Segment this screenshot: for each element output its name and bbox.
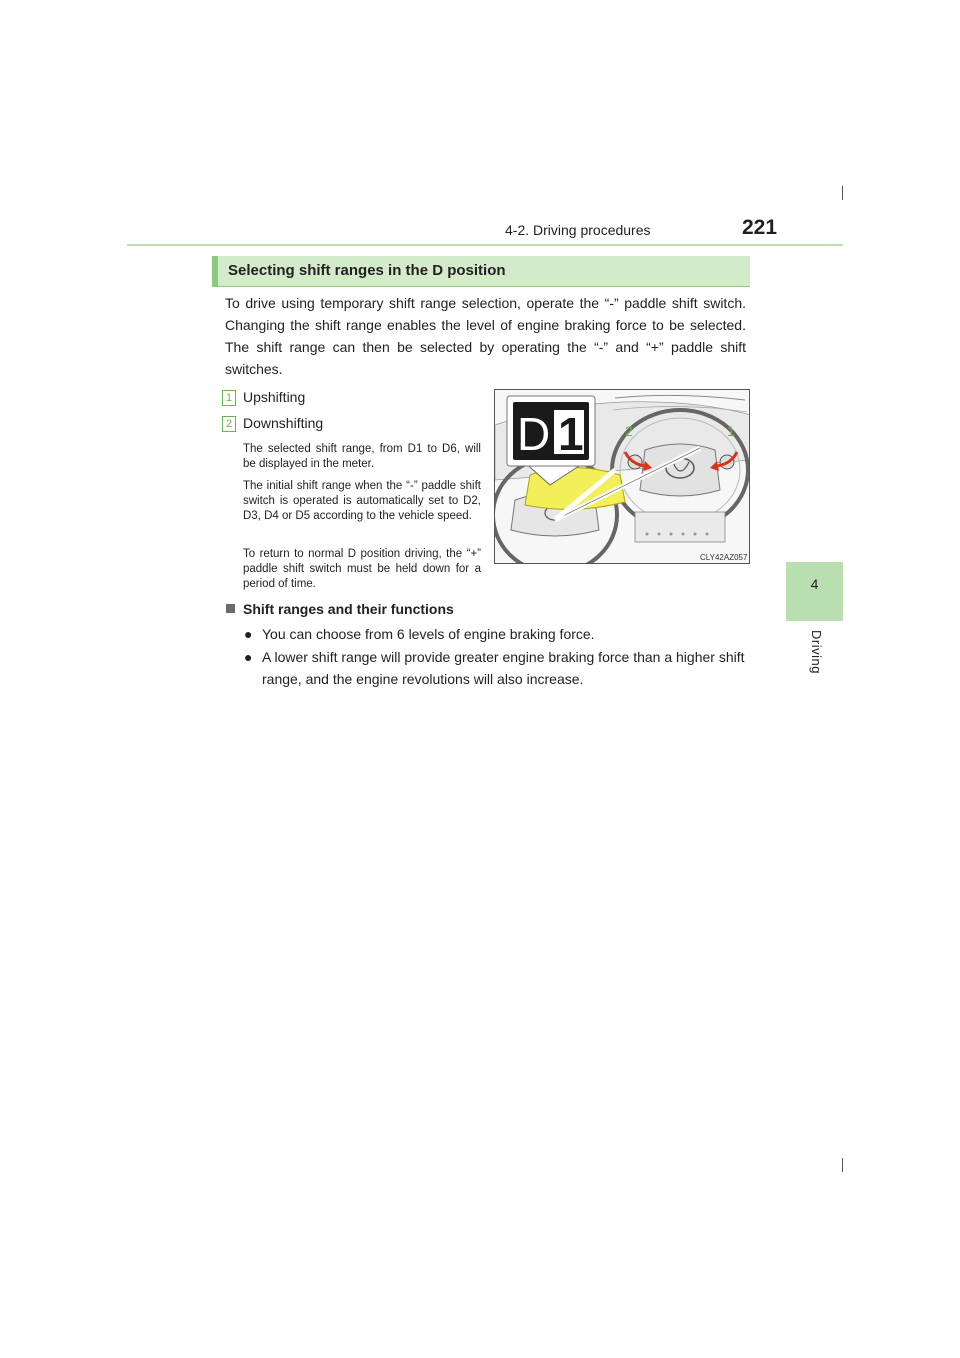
section-title-underline bbox=[212, 286, 750, 287]
item-number-badge-2: 2 bbox=[222, 416, 236, 432]
page-number: 221 bbox=[742, 216, 778, 239]
steering-wheel-drawing bbox=[495, 390, 750, 564]
chapter-tab bbox=[786, 562, 843, 621]
figure-callout-1: 1 bbox=[727, 423, 735, 439]
chapter-label: Driving bbox=[809, 630, 824, 674]
figure-callout-2: 2 bbox=[625, 423, 633, 439]
bullet-item bbox=[244, 646, 750, 690]
meter-display-d: D bbox=[517, 408, 551, 460]
bullet-text: You can choose from 6 levels of engine braking force. bbox=[262, 626, 595, 642]
chapter-number: 4 bbox=[810, 576, 819, 592]
crop-mark-bottom bbox=[842, 1158, 843, 1172]
note-shift-range-display: The selected shift range, from D1 to D6, will be displayed in the meter. bbox=[243, 443, 481, 470]
steering-wheel-illustration bbox=[494, 389, 750, 564]
item-label-upshifting: Upshifting bbox=[243, 389, 306, 405]
note-initial-shift-range: The initial shift range when the “-” paddle shift switch is operated is automatically set to D2, D3, D4 or D5 according to the vehicle speed. bbox=[243, 480, 481, 522]
meter-display-gear: 1 bbox=[558, 408, 584, 460]
header-divider bbox=[127, 244, 843, 246]
item-number-badge-1: 1 bbox=[222, 390, 236, 406]
figure-code: CLY42AZ057 bbox=[700, 553, 748, 562]
section-title: Selecting shift ranges in the D position bbox=[228, 262, 506, 279]
note-return-to-d: To return to normal D position driving, the “+” paddle shift switch must be held down for a period of time. bbox=[243, 548, 481, 590]
subsection-title bbox=[226, 601, 454, 617]
section-title-bar bbox=[212, 256, 750, 286]
intro-paragraph: To drive using temporary shift range selection, operate the “-” paddle shift switch. Changing the shift range enables the level of engine braking force to be selected. The shift range can then be selected by operating the “-” and “+” paddle shift switches. bbox=[225, 295, 746, 377]
subsection-title-text: Shift ranges and their functions bbox=[243, 601, 454, 617]
crop-mark-top bbox=[842, 186, 843, 200]
square-bullet-icon bbox=[226, 604, 235, 613]
bullet-item bbox=[244, 623, 750, 645]
item-label-downshifting: Downshifting bbox=[243, 415, 324, 431]
bullet-text: A lower shift range will provide greater engine braking force than a higher shift range, and the engine revolutions will also increase. bbox=[262, 649, 745, 687]
bullet-dot-icon: ● bbox=[244, 649, 253, 665]
header-section-title: 4-2. Driving procedures bbox=[505, 222, 651, 238]
bullet-dot-icon: ● bbox=[244, 626, 253, 642]
